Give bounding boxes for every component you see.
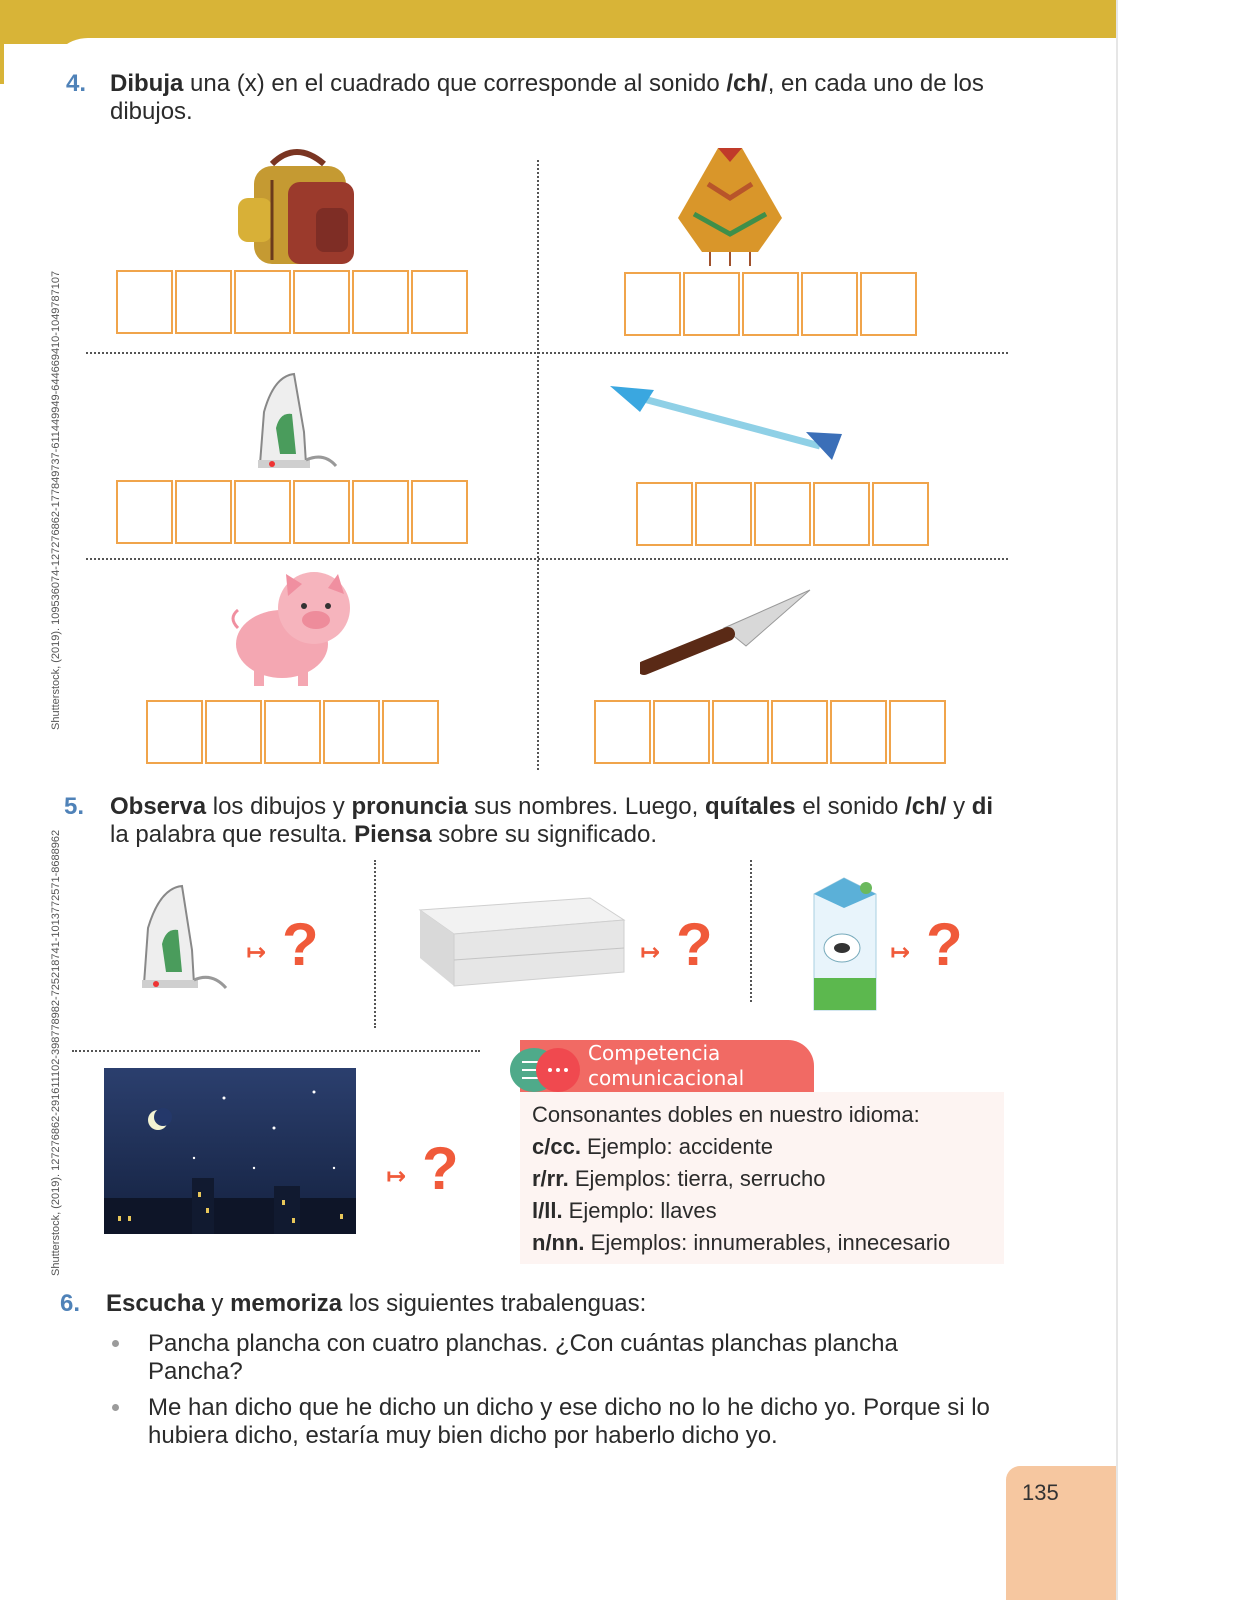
q5-verb-di: di [971, 793, 994, 820]
competencia-title-line2: comunicacional [588, 1066, 745, 1090]
q6-verb-escucha: Escucha [106, 1290, 205, 1317]
answer-box[interactable] [594, 700, 651, 764]
q4-instruction [110, 70, 1020, 126]
iron-icon [134, 884, 230, 996]
answer-box[interactable] [382, 700, 439, 764]
tongue-twister-1: Pancha plancha con cuatro planchas. ¿Con cuántas planchas plancha Pancha? [148, 1330, 898, 1385]
answer-box[interactable] [636, 482, 693, 546]
answer-box[interactable] [830, 700, 887, 764]
answer-box[interactable] [411, 480, 468, 544]
q5-verb-pronuncia: pronuncia [351, 793, 468, 820]
q4-vertical-divider [537, 160, 539, 770]
image-credit-bottom: Shutterstock, (2019). 127276862-291611102-398778982-725218741-1013772571-8688962 [50, 829, 62, 1276]
consonant-pair: n/nn. [532, 1230, 585, 1255]
answer-box[interactable] [742, 272, 799, 336]
q6-text-2: los siguientes trabalenguas: [342, 1290, 647, 1317]
maps-to-arrow: ↦ [640, 939, 661, 966]
answer-box[interactable] [695, 482, 752, 546]
example-text: Ejemplos: tierra, serrucho [568, 1166, 826, 1191]
question-mark: ? [282, 911, 319, 978]
q5-verb-observa: Observa [110, 793, 207, 820]
competencia-line [532, 1134, 773, 1160]
q4-number: 4. [66, 70, 87, 97]
competencia-title [588, 1041, 744, 1091]
q5-instruction [110, 793, 1010, 849]
backpack-icon [232, 142, 360, 266]
q4-boxes-backpack [116, 270, 470, 334]
page-edge-line [1116, 0, 1118, 1600]
poncho-icon [674, 144, 786, 268]
answer-box[interactable] [872, 482, 929, 546]
q5-text-2: sus nombres. Luego, [467, 793, 705, 820]
answer-box[interactable] [323, 700, 380, 764]
answer-box[interactable] [146, 700, 203, 764]
arrow-icon [610, 380, 850, 472]
answer-box[interactable] [234, 270, 291, 334]
answer-box[interactable] [683, 272, 740, 336]
q5-verb-quitales: quítales [704, 793, 796, 820]
pig-icon [228, 564, 364, 690]
q4-text2: , en cada uno de los dibujos. [110, 70, 984, 125]
q4-boxes-knife [594, 700, 948, 764]
q6-text-1: y [204, 1290, 231, 1317]
q4-boxes-iron [116, 480, 470, 544]
maps-to-arrow: ↦ [386, 1163, 407, 1190]
speech-bubbles-icon [508, 1040, 584, 1100]
page-number: 135 [1022, 1480, 1059, 1505]
q4-sound: /ch/ [726, 70, 768, 97]
q5-text-3: el sonido [795, 793, 906, 820]
tongue-twister-2: Me han dicho que he dicho un dicho y ese dicho no lo he dicho yo. Porque si lo hubiera dicho, estaría muy bien dicho por haberlo dicho yo. [148, 1394, 990, 1449]
q6-number: 6. [60, 1290, 81, 1317]
competencia-title-line1: Competencia [588, 1041, 721, 1065]
q4-boxes-poncho [624, 272, 919, 336]
q5-text-6: sobre su significado. [431, 821, 658, 848]
q6-instruction [106, 1290, 1006, 1318]
q5-divider-v2 [750, 860, 752, 1002]
competencia-intro: Consonantes dobles en nuestro idioma: [532, 1102, 920, 1127]
q4-divider-2 [86, 558, 1008, 560]
answer-box[interactable] [293, 480, 350, 544]
maps-to-arrow: ↦ [246, 939, 267, 966]
q5-sound: /ch/ [905, 793, 947, 820]
q5-verb-piensa: Piensa [354, 821, 432, 848]
q4-verb: Dibuja [110, 70, 184, 97]
answer-box[interactable] [771, 700, 828, 764]
example-text: Ejemplo: llaves [562, 1198, 717, 1223]
answer-box[interactable] [175, 480, 232, 544]
image-credit-top: Shutterstock, (2019). 109536074-127276862-177849737-611449949-644669410-1049787107 [50, 270, 62, 730]
q5-divider-v1 [374, 860, 376, 1028]
night-sky-icon [104, 1068, 356, 1234]
question-mark: ? [422, 1135, 459, 1202]
consonant-pair: l/ll. [532, 1198, 563, 1223]
answer-box[interactable] [801, 272, 858, 336]
question-mark: ? [926, 911, 963, 978]
answer-box[interactable] [624, 272, 681, 336]
q6-verb-memoriza: memoriza [230, 1290, 343, 1317]
competencia-line [532, 1198, 717, 1224]
answer-box[interactable] [860, 272, 917, 336]
knife-icon [640, 588, 816, 676]
bullet [112, 1340, 119, 1347]
answer-box[interactable] [411, 270, 468, 334]
answer-box[interactable] [712, 700, 769, 764]
q4-divider-1 [86, 352, 1008, 354]
example-text: Ejemplos: innumerables, innecesario [584, 1230, 951, 1255]
q4-text: una (x) en el cuadrado que corresponde al sonido [183, 70, 727, 97]
answer-box[interactable] [889, 700, 946, 764]
q5-text-4: y [946, 793, 972, 820]
answer-box[interactable] [352, 270, 409, 334]
q5-divider-h [72, 1050, 480, 1052]
q5-text-5: la palabra que resulta. [110, 821, 355, 848]
consonant-pair: c/cc. [532, 1134, 581, 1159]
bullet [112, 1404, 119, 1411]
maps-to-arrow: ↦ [890, 939, 911, 966]
q4-boxes-arrow [636, 482, 931, 546]
left-color-strip [0, 44, 4, 84]
question-mark: ? [676, 911, 713, 978]
answer-box[interactable] [234, 480, 291, 544]
q4-boxes-pig [146, 700, 441, 764]
answer-box[interactable] [653, 700, 710, 764]
answer-box[interactable] [175, 270, 232, 334]
answer-box[interactable] [813, 482, 870, 546]
competencia-line [532, 1166, 825, 1192]
answer-box[interactable] [116, 270, 173, 334]
milk-carton-icon [810, 874, 880, 1014]
iron-icon [250, 372, 342, 474]
answer-box[interactable] [264, 700, 321, 764]
answer-box[interactable] [754, 482, 811, 546]
consonant-pair: r/rr. [532, 1166, 569, 1191]
mattress-icon [414, 890, 628, 994]
answer-box[interactable] [116, 480, 173, 544]
q5-text-1: los dibujos y [206, 793, 352, 820]
competencia-line [532, 1230, 950, 1256]
answer-box[interactable] [352, 480, 409, 544]
answer-box[interactable] [205, 700, 262, 764]
q5-number: 5. [64, 793, 85, 820]
example-text: Ejemplo: accidente [580, 1134, 773, 1159]
answer-box[interactable] [293, 270, 350, 334]
